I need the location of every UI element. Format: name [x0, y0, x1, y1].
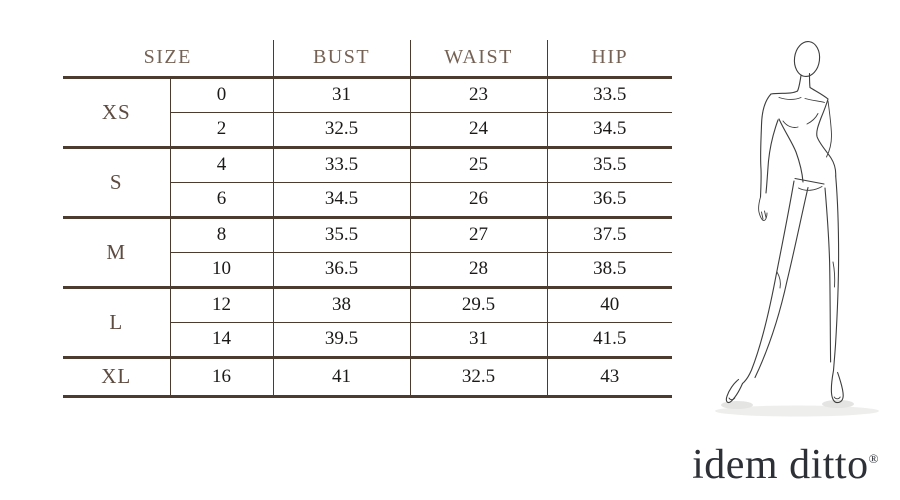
- table-row: [63, 147, 672, 182]
- waist-value-cell: 26: [410, 182, 547, 217]
- registered-trademark-symbol: ®: [868, 451, 879, 466]
- header-row: [63, 40, 672, 77]
- hip-value-cell: 41.5: [547, 322, 672, 357]
- column-header-waist: WAIST: [410, 40, 547, 77]
- table-row: [63, 77, 672, 112]
- column-header-size: SIZE: [63, 40, 273, 77]
- size-group-label-xl: XL: [63, 357, 170, 396]
- brand-name: idem ditto: [692, 442, 869, 488]
- waist-value-cell: 29.5: [410, 287, 547, 322]
- hip-value-cell: 40: [547, 287, 672, 322]
- bust-value-cell: 33.5: [273, 147, 410, 182]
- column-header-hip: HIP: [547, 40, 672, 77]
- hip-value-cell: 35.5: [547, 147, 672, 182]
- waist-value-cell: 23: [410, 77, 547, 112]
- size-group-label-s: S: [63, 147, 170, 217]
- table-row: [63, 287, 672, 322]
- size-number-cell: 16: [170, 357, 273, 396]
- fashion-croquis-figure-icon: [695, 0, 895, 460]
- hip-value-cell: 36.5: [547, 182, 672, 217]
- size-number-cell: 14: [170, 322, 273, 357]
- bust-value-cell: 39.5: [273, 322, 410, 357]
- size-group-label-l: L: [63, 287, 170, 357]
- table-row: [63, 217, 672, 252]
- hip-value-cell: 33.5: [547, 77, 672, 112]
- size-number-cell: 0: [170, 77, 273, 112]
- bust-value-cell: 38: [273, 287, 410, 322]
- bust-value-cell: 41: [273, 357, 410, 396]
- size-number-cell: 4: [170, 147, 273, 182]
- size-number-cell: 2: [170, 112, 273, 147]
- hip-value-cell: 34.5: [547, 112, 672, 147]
- waist-value-cell: 27: [410, 217, 547, 252]
- size-group-label-xs: XS: [63, 77, 170, 147]
- bust-value-cell: 31: [273, 77, 410, 112]
- waist-value-cell: 32.5: [410, 357, 547, 396]
- bust-value-cell: 34.5: [273, 182, 410, 217]
- brand-logo: [692, 441, 879, 489]
- bust-value-cell: 36.5: [273, 252, 410, 287]
- bust-value-cell: 32.5: [273, 112, 410, 147]
- size-number-cell: 12: [170, 287, 273, 322]
- size-number-cell: 10: [170, 252, 273, 287]
- size-chart-table: [63, 40, 672, 398]
- bust-value-cell: 35.5: [273, 217, 410, 252]
- table-row: [63, 357, 672, 396]
- waist-value-cell: 24: [410, 112, 547, 147]
- waist-value-cell: 25: [410, 147, 547, 182]
- size-number-cell: 6: [170, 182, 273, 217]
- size-number-cell: 8: [170, 217, 273, 252]
- waist-value-cell: 31: [410, 322, 547, 357]
- hip-value-cell: 43: [547, 357, 672, 396]
- size-group-label-m: M: [63, 217, 170, 287]
- hip-value-cell: 37.5: [547, 217, 672, 252]
- column-header-bust: BUST: [273, 40, 410, 77]
- hip-value-cell: 38.5: [547, 252, 672, 287]
- waist-value-cell: 28: [410, 252, 547, 287]
